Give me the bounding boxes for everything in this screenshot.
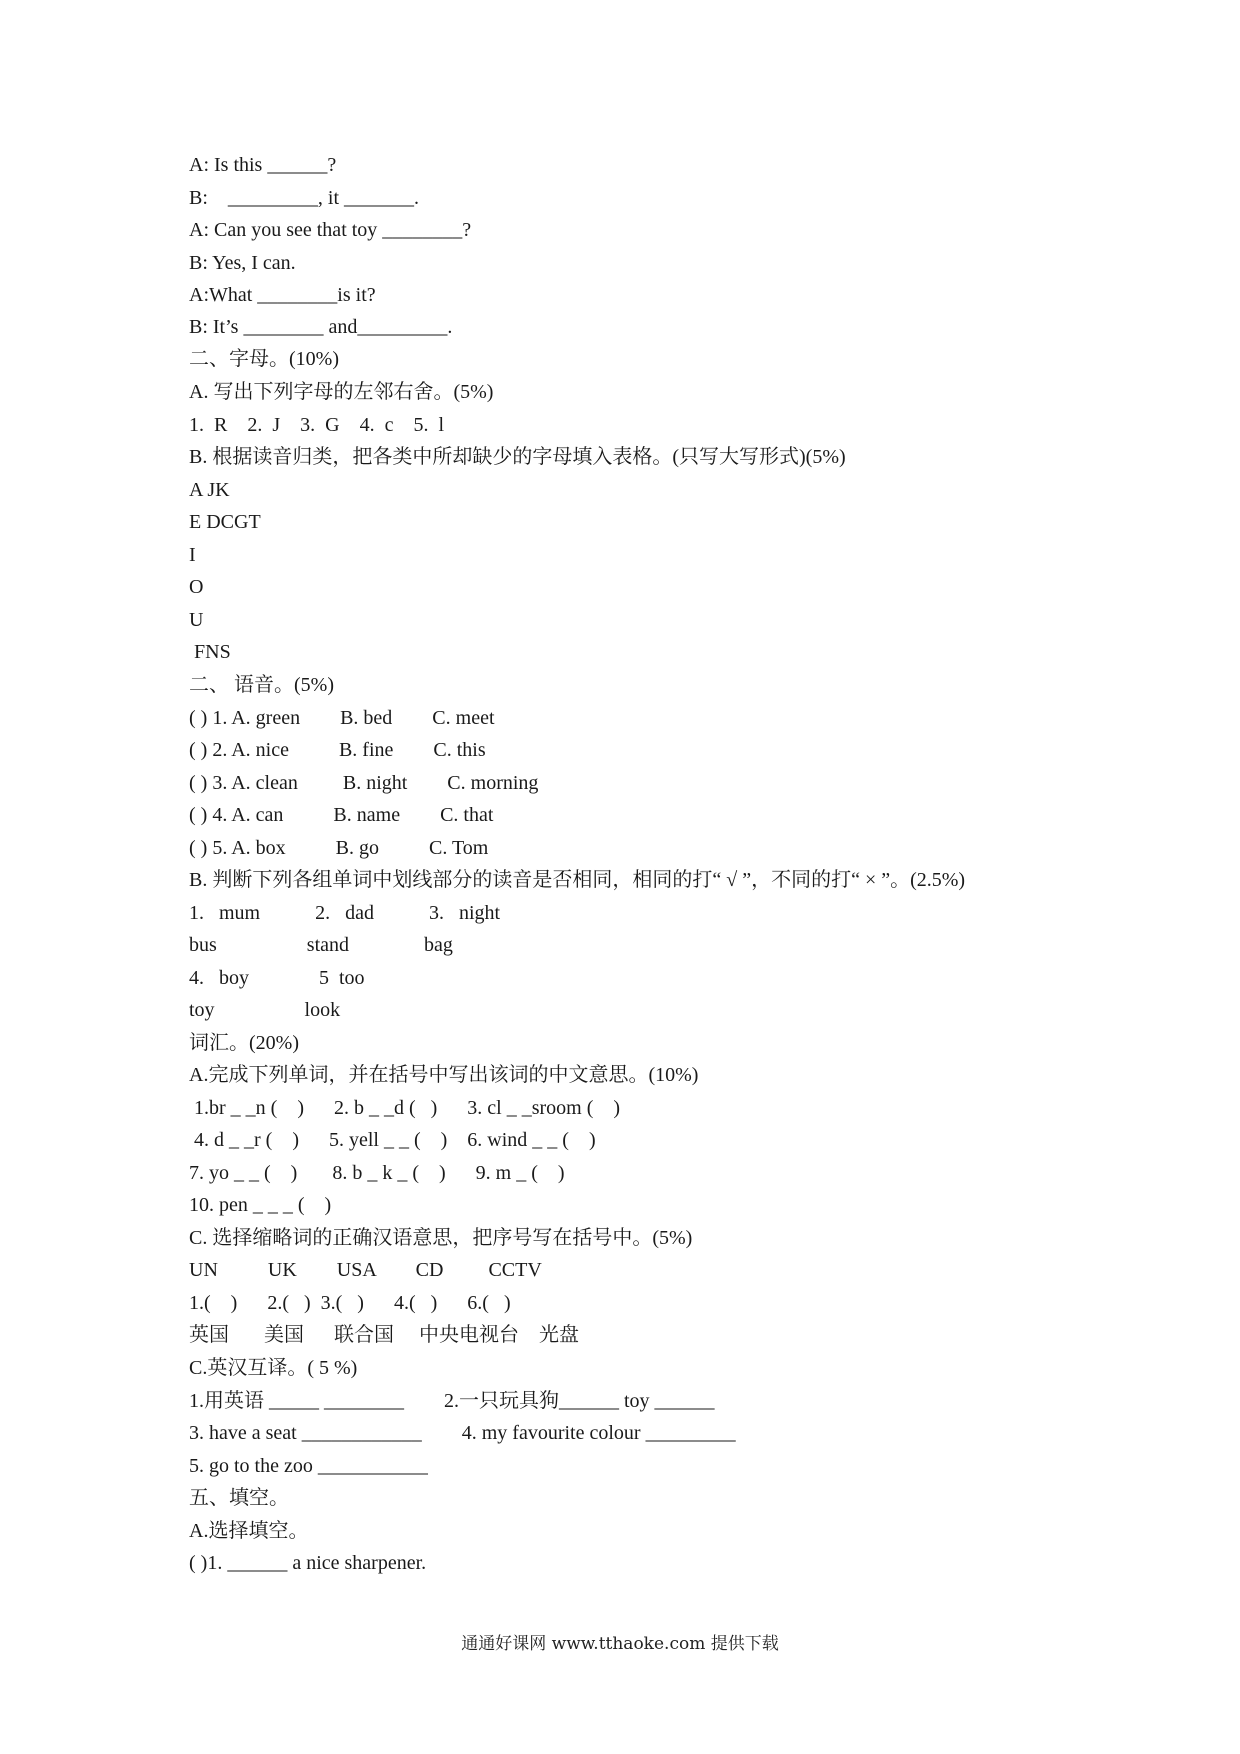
vocabulary-row-3: 7. yo _ _ ( ) 8. b _ k _ ( ) 9. m _ ( )	[189, 1162, 565, 1184]
section-heading-letters: 二、字母。(10%)	[189, 348, 339, 370]
word-pair-row-2: bus stand bag	[189, 934, 453, 956]
abbreviations-answers: 1.( ) 2.( ) 3.( ) 4.( ) 6.( )	[189, 1292, 511, 1314]
instruction-vocabulary-a: A.完成下列单词，并在括号中写出该词的中文意思。(10%)	[189, 1064, 699, 1086]
vocabulary-row-4: 10. pen _ _ _ ( )	[189, 1194, 332, 1216]
letter-group-a: A JK	[189, 479, 230, 501]
letters-list: 1. R 2. J 3. G 4. c 5. l	[189, 414, 444, 436]
letter-group-o: O	[189, 576, 204, 598]
dialogue-line-3: A: Can you see that toy ________?	[189, 219, 472, 241]
dialogue-line-6: B: It’s ________ and_________.	[189, 316, 453, 338]
letter-group-fns: FNS	[189, 641, 231, 663]
word-pair-row-1: 1. mum 2. dad 3. night	[189, 902, 501, 924]
page-footer: 通通好课网 www.tthaoke.com 提供下载	[461, 1634, 779, 1654]
abbreviations-list: UN UK USA CD CCTV	[189, 1259, 542, 1281]
dialogue-line-4: B: Yes, I can.	[189, 252, 296, 274]
translation-row-3: 5. go to the zoo ___________	[189, 1455, 428, 1477]
vocabulary-row-2: 4. d _ _r ( ) 5. yell _ _ ( ) 6. wind _ _ ( )	[189, 1129, 596, 1151]
instruction-letters-a: A. 写出下列字母的左邻右舍。(5%)	[189, 381, 494, 403]
phonetics-question-2: ( ) 2. A. nice B. fine C. this	[189, 739, 486, 761]
section-heading-phonetics: 二、 语音。(5%)	[189, 674, 334, 696]
section-heading-fill-in: 五、填空。	[189, 1487, 289, 1509]
dialogue-line-2: B: _________, it _______.	[189, 187, 420, 209]
word-pair-row-3: 4. boy 5 too	[189, 967, 365, 989]
letter-group-u: U	[189, 609, 204, 631]
translation-row-1: 1.用英语 _____ ________ 2.一只玩具狗______ toy ______	[189, 1390, 715, 1412]
phonetics-question-4: ( ) 4. A. can B. name C. that	[189, 804, 494, 826]
instruction-phonetics-b: B. 判断下列各组单词中划线部分的读音是否相同，相同的打“ √ ”，不同的打“ × ”。(2.5%)	[189, 869, 966, 891]
instruction-letters-b: B. 根据读音归类，把各类中所却缺少的字母填入表格。(只写大写形式)(5%)	[189, 446, 846, 468]
phonetics-question-1: ( ) 1. A. green B. bed C. meet	[189, 707, 495, 729]
section-heading-vocabulary: 词汇。(20%)	[189, 1032, 299, 1054]
letter-group-e: E DCGT	[189, 511, 261, 533]
instruction-translation: C.英汉互译。( 5 %)	[189, 1357, 358, 1379]
vocabulary-row-1: 1.br _ _n ( ) 2. b _ _d ( ) 3. cl _ _sroom ( )	[189, 1097, 621, 1119]
letter-group-i: I	[189, 544, 196, 566]
dialogue-line-1: A: Is this ______?	[189, 154, 337, 176]
instruction-fill-in-a: A.选择填空。	[189, 1520, 309, 1542]
word-pair-row-4: toy look	[189, 999, 341, 1021]
translation-row-2: 3. have a seat ____________ 4. my favourite colour _________	[189, 1422, 736, 1444]
phonetics-question-3: ( ) 3. A. clean B. night C. morning	[189, 772, 539, 794]
fill-in-question-1: ( )1. ______ a nice sharpener.	[189, 1552, 427, 1574]
phonetics-question-5: ( ) 5. A. box B. go C. Tom	[189, 837, 489, 859]
dialogue-line-5: A:What ________is it?	[189, 284, 376, 306]
instruction-abbreviations: C. 选择缩略词的正确汉语意思，把序号写在括号中。(5%)	[189, 1227, 693, 1249]
abbreviations-meanings: 英国 美国 联合国 中央电视台 光盘	[189, 1324, 579, 1346]
